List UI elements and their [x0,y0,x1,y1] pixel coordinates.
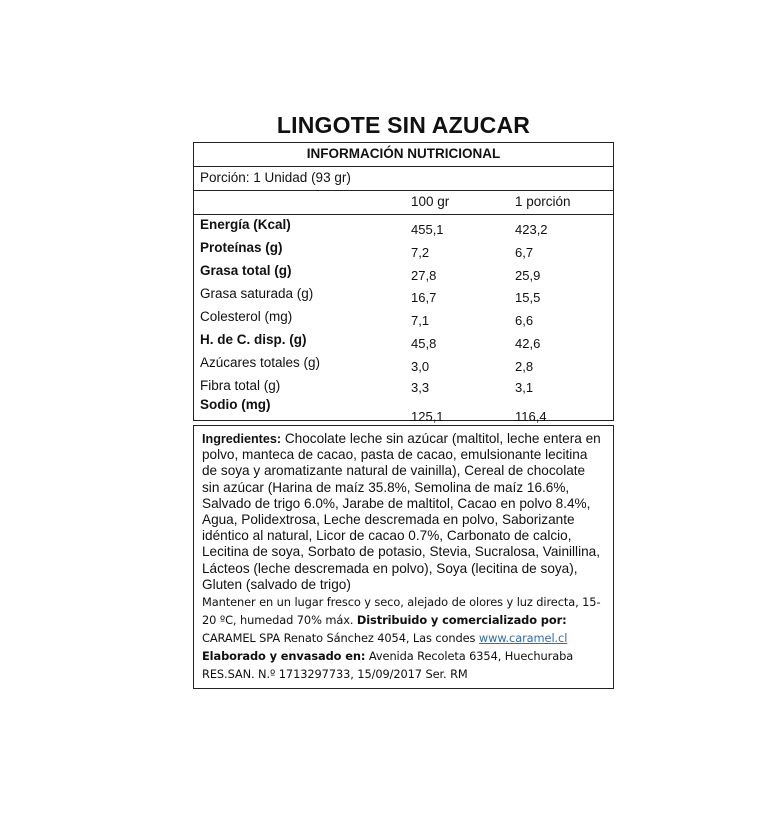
nutrient-value-100g: 7,2 [411,245,430,260]
website-link[interactable]: www.caramel.cl [478,631,568,646]
nutrient-label: Energía (Kcal) [200,217,291,232]
ingredients-label: Ingredientes: [202,432,282,446]
nutrient-value-100g: 3,3 [411,380,430,395]
nutrient-label: Azúcares totales (g) [200,355,321,370]
nutrient-label: Grasa total (g) [200,263,292,278]
nutrient-label: Sodio (mg) [200,397,271,412]
nutrient-value-100g: 455,1 [411,222,444,237]
ingredients-text: Chocolate leche sin azúcar (maltitol, leche entera en polvo, manteca de cacao, pasta de cacao, emulsionante lecitina de soya y aromatizante natural de vainilla), Cereal de chocolate sin azúcar (Harina de maíz 35.8%, Semolina de maíz 16.6%, Salvado de trigo 6.0%, Jarabe de maltitol, Cacao en polvo 8.4%, Agua, Polidextrosa, Leche descremada en polvo, Saborizante idéntico al natural, Licor de cacao 0.7%, Carbonato de calcio, Lecitina de soya, Sorbato de potasio, Stevia, Sucralosa, Vainillina, Lácteos (leche descremada en polvo), Soya (lecitina de soya), Gluten (salvado de trigo) [202,431,601,592]
nutrient-label: Colesterol (mg) [200,309,293,324]
nutrient-value-100g: 125,1 [411,409,444,424]
made-address: Avenida Recoleta 6354, Huechuraba [365,649,574,664]
nutrient-value-portion: 3,1 [515,380,534,395]
ingredients-box [193,425,614,689]
col-portion-header: 1 porción [515,194,571,209]
nutrient-value-portion: 6,6 [515,313,534,328]
nutrient-value-100g: 16,7 [411,290,437,305]
portion-size: Porción: 1 Unidad (93 gr) [194,167,613,191]
nutrient-label: Proteínas (g) [200,240,283,255]
table-header: INFORMACIÓN NUTRICIONAL [194,143,613,167]
nutrient-value-portion: 42,6 [515,336,541,351]
product-title: LINGOTE SIN AZUCAR [276,112,531,138]
nutrient-value-portion: 423,2 [515,222,548,237]
made-label: Elaborado y envasado en: [202,649,366,664]
nutrient-value-portion: 15,5 [515,290,541,305]
distributor-text: CARAMEL SPA Renato Sánchez 4054, Las condes [202,631,476,646]
nutrient-value-portion: 2,8 [515,359,534,374]
nutrient-value-100g: 7,1 [411,313,430,328]
column-headers [194,191,613,215]
nutrient-value-100g: 3,0 [411,359,430,374]
col-100g-header: 100 gr [411,194,450,209]
nutrient-value-portion: 116,4 [515,409,547,424]
storage-text: Mantener en un lugar fresco y seco, alejado de olores y luz directa, 15-20 ºC, humedad 70% máx. [202,595,601,628]
storage-and-company-block [202,593,605,683]
resolution-text: RES.SAN. N.º 1713297733, 15/09/2017 Ser. RM [202,667,468,682]
nutrient-label: Fibra total (g) [200,378,281,393]
nutrition-table [193,142,614,424]
distributed-label: Distribuido y comercializado por: [356,613,567,628]
nutrient-value-100g: 27,8 [411,268,437,283]
nutrient-label: Grasa saturada (g) [200,286,314,301]
nutrient-label: H. de C. disp. (g) [200,332,307,347]
nutrient-value-portion: 6,7 [515,245,534,260]
ingredients-text-block [202,431,605,593]
nutrient-value-portion: 25,9 [515,268,541,283]
nutrient-value-100g: 45,8 [411,336,437,351]
